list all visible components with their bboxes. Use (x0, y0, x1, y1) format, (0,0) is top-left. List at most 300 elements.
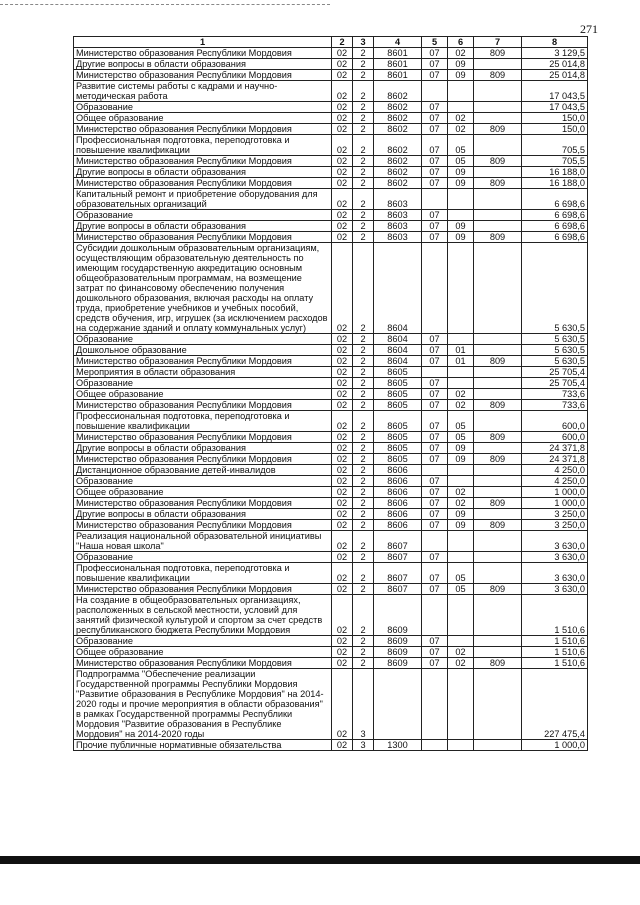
table-row (74, 178, 588, 189)
row-code-4: 8602 (374, 102, 422, 113)
row-description: Министерство образования Республики Мордовия (74, 432, 332, 443)
row-subsection (448, 552, 474, 563)
row-code-2: 02 (332, 487, 353, 498)
table-row (74, 509, 588, 520)
table-row (74, 48, 588, 59)
row-subsection: 05 (448, 432, 474, 443)
row-section: 07 (422, 135, 448, 156)
table-row (74, 167, 588, 178)
row-code-2: 02 (332, 520, 353, 531)
row-description: Общее образование (74, 487, 332, 498)
row-section (422, 669, 448, 740)
row-amount: 25 705,4 (522, 367, 588, 378)
row-department (474, 531, 522, 552)
table-row (74, 476, 588, 487)
row-department: 809 (474, 658, 522, 669)
row-code-3: 2 (353, 454, 374, 465)
row-section: 07 (422, 584, 448, 595)
row-amount: 3 250,0 (522, 520, 588, 531)
row-code-3: 2 (353, 345, 374, 356)
row-subsection: 09 (448, 70, 474, 81)
row-description: Общее образование (74, 389, 332, 400)
row-subsection (448, 378, 474, 389)
row-department (474, 221, 522, 232)
row-subsection: 09 (448, 509, 474, 520)
table-row (74, 584, 588, 595)
row-code-3: 2 (353, 135, 374, 156)
row-amount: 1 510,6 (522, 595, 588, 636)
table-row (74, 210, 588, 221)
row-code-4: 8602 (374, 113, 422, 124)
row-department: 809 (474, 356, 522, 367)
row-description: Капитальный ремонт и приобретение оборудования для образовательных организаций (74, 189, 332, 210)
row-subsection (448, 595, 474, 636)
row-department (474, 59, 522, 70)
row-department: 809 (474, 156, 522, 167)
row-amount: 17 043,5 (522, 81, 588, 102)
row-description: Развитие системы работы с кадрами и научно-методическая работа (74, 81, 332, 102)
row-description: Министерство образования Республики Мордовия (74, 520, 332, 531)
row-subsection: 02 (448, 487, 474, 498)
row-code-2: 02 (332, 210, 353, 221)
row-department (474, 636, 522, 647)
table-row (74, 124, 588, 135)
table-row (74, 658, 588, 669)
row-code-2: 02 (332, 658, 353, 669)
row-department (474, 476, 522, 487)
table-row (74, 400, 588, 411)
row-code-2: 02 (332, 740, 353, 751)
row-code-4: 8601 (374, 70, 422, 81)
row-code-3: 2 (353, 189, 374, 210)
row-subsection: 02 (448, 400, 474, 411)
row-department (474, 243, 522, 334)
row-amount: 733,6 (522, 400, 588, 411)
row-section: 07 (422, 563, 448, 584)
row-code-2: 02 (332, 584, 353, 595)
table-row (74, 221, 588, 232)
row-code-4: 8606 (374, 476, 422, 487)
row-subsection (448, 102, 474, 113)
row-description: Общее образование (74, 647, 332, 658)
row-code-4: 8606 (374, 509, 422, 520)
row-description: Общее образование (74, 113, 332, 124)
col-header: 2 (332, 37, 353, 48)
row-description: Прочие публичные нормативные обязательства (74, 740, 332, 751)
row-code-3: 2 (353, 443, 374, 454)
row-subsection: 02 (448, 498, 474, 509)
row-code-2: 02 (332, 221, 353, 232)
row-department (474, 334, 522, 345)
table-body (74, 48, 588, 751)
row-amount: 1 000,0 (522, 498, 588, 509)
row-code-2: 02 (332, 113, 353, 124)
row-section: 07 (422, 210, 448, 221)
row-code-4: 8605 (374, 367, 422, 378)
table-row (74, 113, 588, 124)
row-code-3: 2 (353, 210, 374, 221)
row-amount: 3 630,0 (522, 531, 588, 552)
col-header: 3 (353, 37, 374, 48)
row-code-4: 8605 (374, 432, 422, 443)
row-subsection: 01 (448, 345, 474, 356)
row-code-3: 3 (353, 669, 374, 740)
row-code-4: 8605 (374, 400, 422, 411)
row-code-3: 2 (353, 124, 374, 135)
row-subsection (448, 531, 474, 552)
row-description: Образование (74, 102, 332, 113)
row-amount: 150,0 (522, 113, 588, 124)
table-row (74, 636, 588, 647)
row-description: Профессиональная подготовка, переподготовка и повышение квалификации (74, 135, 332, 156)
row-description: Министерство образования Республики Мордовия (74, 178, 332, 189)
row-subsection: 09 (448, 59, 474, 70)
row-code-4: 8607 (374, 531, 422, 552)
row-code-2: 02 (332, 156, 353, 167)
row-department (474, 102, 522, 113)
row-amount: 17 043,5 (522, 102, 588, 113)
row-subsection: 05 (448, 411, 474, 432)
row-section: 07 (422, 378, 448, 389)
row-amount: 6 698,6 (522, 210, 588, 221)
row-code-3: 2 (353, 178, 374, 189)
row-subsection: 09 (448, 520, 474, 531)
row-code-4: 8605 (374, 411, 422, 432)
row-code-3: 2 (353, 432, 374, 443)
row-subsection: 02 (448, 658, 474, 669)
table-row (74, 232, 588, 243)
row-code-3: 2 (353, 584, 374, 595)
row-code-2: 02 (332, 595, 353, 636)
row-department (474, 189, 522, 210)
row-section: 07 (422, 487, 448, 498)
row-code-2: 02 (332, 334, 353, 345)
row-section: 07 (422, 443, 448, 454)
row-code-3: 2 (353, 520, 374, 531)
row-section: 07 (422, 345, 448, 356)
row-code-2: 02 (332, 178, 353, 189)
row-section (422, 465, 448, 476)
row-code-3: 2 (353, 411, 374, 432)
row-section: 07 (422, 636, 448, 647)
row-department (474, 740, 522, 751)
table-row (74, 367, 588, 378)
row-code-3: 2 (353, 221, 374, 232)
row-department: 809 (474, 520, 522, 531)
table-row (74, 647, 588, 658)
row-code-2: 02 (332, 81, 353, 102)
row-section: 07 (422, 156, 448, 167)
row-department: 809 (474, 48, 522, 59)
row-code-4: 8609 (374, 636, 422, 647)
row-code-2: 02 (332, 411, 353, 432)
row-code-4: 8604 (374, 334, 422, 345)
row-description: Министерство образования Республики Мордовия (74, 156, 332, 167)
row-section: 07 (422, 454, 448, 465)
row-code-4: 8602 (374, 124, 422, 135)
row-department (474, 563, 522, 584)
row-subsection (448, 334, 474, 345)
page-number: 271 (580, 22, 598, 36)
table-row (74, 102, 588, 113)
top-scan-line (0, 4, 330, 5)
row-description: Другие вопросы в области образования (74, 167, 332, 178)
row-department (474, 113, 522, 124)
row-description: Субсидии дошкольным образовательным организациям, осуществляющим образовательную деятельность по имеющим государственную аккредитацию основным общеобразовательным программам, на возмещение затрат по финансовому обеспечению получения дошкольного образования, включая расходы на оплату труда, приобретение учебников и учебных пособий, средств обучения, игр, игрушек (за исключением расходов на содержание зданий и оплату коммунальных услуг) (74, 243, 332, 334)
row-section (422, 595, 448, 636)
row-department: 809 (474, 432, 522, 443)
row-code-3: 2 (353, 509, 374, 520)
row-description: Министерство образования Республики Мордовия (74, 48, 332, 59)
row-code-3: 2 (353, 400, 374, 411)
table-row (74, 334, 588, 345)
row-subsection: 09 (448, 178, 474, 189)
row-description: Образование (74, 378, 332, 389)
row-subsection: 05 (448, 584, 474, 595)
row-description: Образование (74, 552, 332, 563)
table-row (74, 443, 588, 454)
row-code-3: 2 (353, 389, 374, 400)
row-code-2: 02 (332, 135, 353, 156)
table-row (74, 243, 588, 334)
row-description: Министерство образования Республики Мордовия (74, 454, 332, 465)
row-amount: 16 188,0 (522, 167, 588, 178)
row-code-2: 02 (332, 465, 353, 476)
row-subsection (448, 210, 474, 221)
row-amount: 600,0 (522, 411, 588, 432)
row-code-3: 2 (353, 232, 374, 243)
row-code-3: 2 (353, 113, 374, 124)
row-section: 07 (422, 334, 448, 345)
col-header: 4 (374, 37, 422, 48)
row-code-2: 02 (332, 443, 353, 454)
table-row (74, 378, 588, 389)
row-code-4: 8607 (374, 584, 422, 595)
row-amount: 25 705,4 (522, 378, 588, 389)
row-description: На создание в общеобразовательных организациях, расположенных в сельской местности, условий для занятий физической культурой и спортом за счет средств республиканского бюджета Республики Мордовия (74, 595, 332, 636)
row-department (474, 345, 522, 356)
col-header: 1 (74, 37, 332, 48)
row-code-4: 8602 (374, 81, 422, 102)
row-department (474, 465, 522, 476)
row-code-3: 2 (353, 552, 374, 563)
row-subsection (448, 476, 474, 487)
row-amount: 600,0 (522, 432, 588, 443)
row-code-3: 2 (353, 636, 374, 647)
row-amount: 4 250,0 (522, 465, 588, 476)
row-section: 07 (422, 124, 448, 135)
row-code-4: 8603 (374, 210, 422, 221)
row-description: Профессиональная подготовка, переподготовка и повышение квалификации (74, 411, 332, 432)
row-amount: 5 630,5 (522, 356, 588, 367)
row-code-2: 02 (332, 636, 353, 647)
row-code-3: 2 (353, 48, 374, 59)
row-amount: 3 630,0 (522, 563, 588, 584)
row-section: 07 (422, 70, 448, 81)
row-code-3: 2 (353, 81, 374, 102)
row-code-4: 8601 (374, 48, 422, 59)
row-department (474, 595, 522, 636)
col-header: 8 (522, 37, 588, 48)
row-code-4: 8604 (374, 243, 422, 334)
row-section (422, 531, 448, 552)
row-code-4 (374, 669, 422, 740)
row-code-2: 02 (332, 669, 353, 740)
row-amount: 733,6 (522, 389, 588, 400)
row-code-2: 02 (332, 70, 353, 81)
table-row (74, 552, 588, 563)
table-row (74, 740, 588, 751)
row-description: Подпрограмма "Обеспечение реализации Государственной программы Республики Мордовия "Развитие образования в Республике Мордовия" на 2014-2020 годы и прочие мероприятия в области образования" в рамках Государственной программы Республики Мордовия "Развитие образования в Республике Мордовия" на 2014-2020 годы (74, 669, 332, 740)
row-description: Образование (74, 476, 332, 487)
row-code-4: 8607 (374, 552, 422, 563)
row-amount: 227 475,4 (522, 669, 588, 740)
row-code-2: 02 (332, 232, 353, 243)
bottom-scan-bar (0, 856, 640, 864)
row-section: 07 (422, 411, 448, 432)
row-code-2: 02 (332, 400, 353, 411)
row-amount: 6 698,6 (522, 189, 588, 210)
row-code-4: 8606 (374, 487, 422, 498)
row-subsection: 02 (448, 113, 474, 124)
table-row (74, 465, 588, 476)
row-code-3: 2 (353, 102, 374, 113)
budget-table (73, 36, 588, 751)
row-amount: 705,5 (522, 135, 588, 156)
row-description: Министерство образования Республики Мордовия (74, 658, 332, 669)
header-row (74, 37, 588, 48)
row-description: Мероприятия в области образования (74, 367, 332, 378)
row-code-3: 2 (353, 367, 374, 378)
row-department: 809 (474, 178, 522, 189)
row-section: 07 (422, 48, 448, 59)
row-department (474, 669, 522, 740)
row-department: 809 (474, 232, 522, 243)
row-section: 07 (422, 476, 448, 487)
row-code-3: 2 (353, 70, 374, 81)
row-section: 07 (422, 232, 448, 243)
row-section (422, 367, 448, 378)
row-section (422, 189, 448, 210)
row-code-2: 02 (332, 59, 353, 70)
row-subsection: 05 (448, 135, 474, 156)
row-amount: 25 014,8 (522, 59, 588, 70)
row-section: 07 (422, 221, 448, 232)
row-description: Другие вопросы в области образования (74, 59, 332, 70)
row-amount: 6 698,6 (522, 232, 588, 243)
row-description: Другие вопросы в области образования (74, 221, 332, 232)
col-header: 7 (474, 37, 522, 48)
row-code-2: 02 (332, 356, 353, 367)
row-code-3: 2 (353, 563, 374, 584)
row-section: 07 (422, 432, 448, 443)
table-row (74, 498, 588, 509)
row-section: 07 (422, 178, 448, 189)
row-department: 809 (474, 400, 522, 411)
row-subsection: 05 (448, 563, 474, 584)
row-section (422, 740, 448, 751)
row-subsection: 01 (448, 356, 474, 367)
row-department: 809 (474, 454, 522, 465)
row-subsection: 02 (448, 389, 474, 400)
row-code-4: 8606 (374, 520, 422, 531)
row-code-2: 02 (332, 531, 353, 552)
row-code-4: 8609 (374, 647, 422, 658)
row-code-4: 1300 (374, 740, 422, 751)
row-subsection: 09 (448, 443, 474, 454)
row-code-4: 8607 (374, 563, 422, 584)
row-amount: 5 630,5 (522, 243, 588, 334)
table-row (74, 595, 588, 636)
row-section: 07 (422, 520, 448, 531)
row-code-4: 8602 (374, 178, 422, 189)
row-department (474, 210, 522, 221)
row-code-2: 02 (332, 48, 353, 59)
row-description: Реализация национальной образовательной инициативы "Наша новая школа" (74, 531, 332, 552)
row-section: 07 (422, 59, 448, 70)
row-code-4: 8604 (374, 356, 422, 367)
table-row (74, 356, 588, 367)
row-section: 07 (422, 113, 448, 124)
row-department (474, 135, 522, 156)
row-subsection (448, 81, 474, 102)
row-code-2: 02 (332, 647, 353, 658)
row-department (474, 647, 522, 658)
table-row (74, 156, 588, 167)
row-code-2: 02 (332, 378, 353, 389)
row-subsection (448, 367, 474, 378)
row-subsection (448, 669, 474, 740)
row-amount: 705,5 (522, 156, 588, 167)
row-code-2: 02 (332, 124, 353, 135)
row-code-3: 2 (353, 156, 374, 167)
row-department (474, 81, 522, 102)
row-code-3: 2 (353, 498, 374, 509)
row-code-4: 8603 (374, 221, 422, 232)
row-code-3: 2 (353, 476, 374, 487)
row-section: 07 (422, 389, 448, 400)
row-section (422, 81, 448, 102)
row-department: 809 (474, 584, 522, 595)
row-section: 07 (422, 356, 448, 367)
table-row (74, 70, 588, 81)
row-description: Образование (74, 334, 332, 345)
row-department (474, 487, 522, 498)
row-description: Министерство образования Республики Мордовия (74, 124, 332, 135)
row-subsection: 02 (448, 124, 474, 135)
row-amount: 150,0 (522, 124, 588, 135)
row-description: Министерство образования Республики Мордовия (74, 498, 332, 509)
row-section: 07 (422, 509, 448, 520)
row-subsection: 09 (448, 167, 474, 178)
table-row (74, 189, 588, 210)
table-row (74, 487, 588, 498)
row-subsection: 02 (448, 647, 474, 658)
row-code-4: 8602 (374, 167, 422, 178)
row-code-4: 8605 (374, 454, 422, 465)
row-subsection (448, 243, 474, 334)
row-code-2: 02 (332, 454, 353, 465)
row-code-2: 02 (332, 102, 353, 113)
row-code-4: 8605 (374, 389, 422, 400)
row-subsection (448, 189, 474, 210)
row-section: 07 (422, 647, 448, 658)
row-code-2: 02 (332, 345, 353, 356)
table-row (74, 669, 588, 740)
table-row (74, 389, 588, 400)
row-amount: 3 630,0 (522, 552, 588, 563)
row-code-4: 8603 (374, 189, 422, 210)
